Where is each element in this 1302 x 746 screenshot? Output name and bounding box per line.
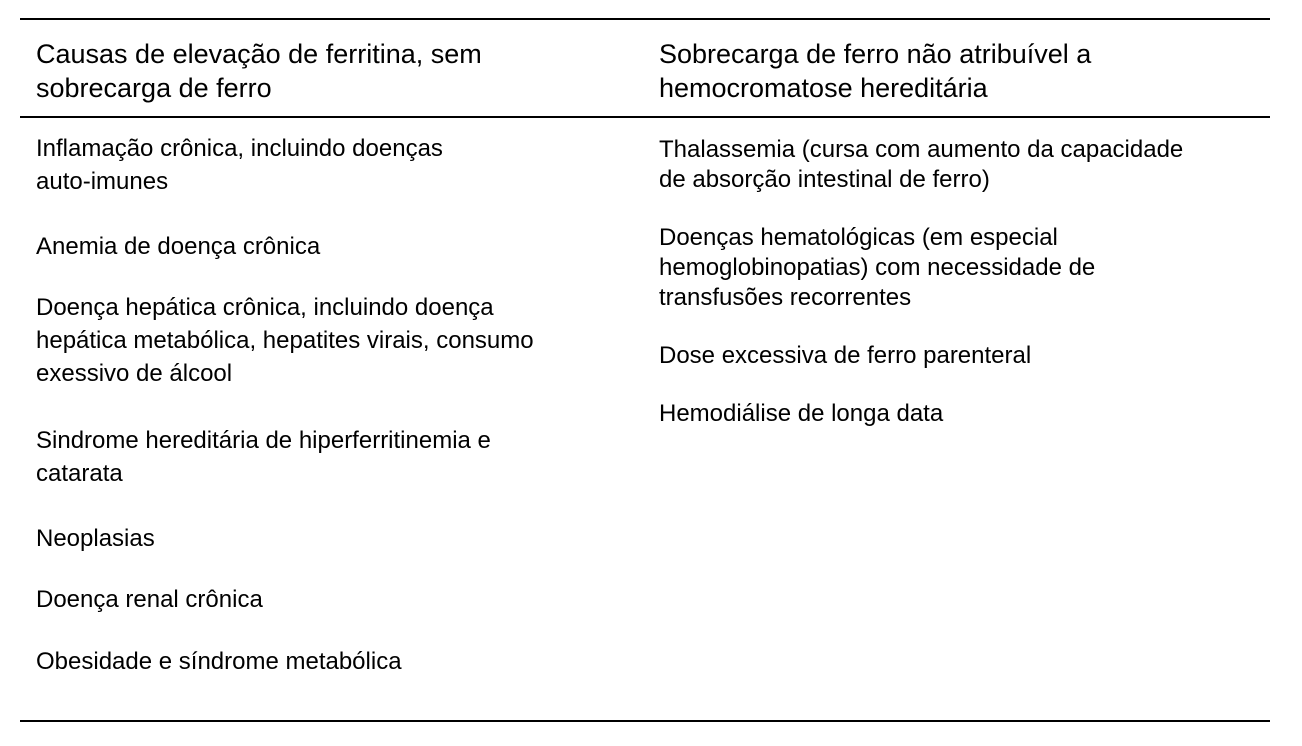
left-item-1: Inflamação crônica, incluindo doenças auto-imunes: [36, 135, 443, 195]
left-item-3: Doença hepática crônica, incluindo doença hepática metabólica, hepatites virais, consumo exessivo de álcool: [36, 294, 534, 387]
header-left: [36, 37, 626, 105]
right-item-4: Hemodiálise de longa data: [659, 400, 944, 427]
right-item-2: Doenças hematológicas (em especial hemoglobinopatias) com necessidade de transfusões recorrentes: [659, 224, 1096, 311]
header-right: [659, 37, 1259, 105]
table-top-rule: [20, 18, 1270, 20]
header-left-line-1: Causas de elevação de ferritina, sem: [36, 39, 482, 69]
header-left-line-2: sobrecarga de ferro: [36, 73, 272, 103]
header-right-line-2: hemocromatose hereditária: [659, 73, 988, 103]
right-item-3: Dose excessiva de ferro parenteral: [659, 342, 1032, 369]
header-right-line-1: Sobrecarga de ferro não atribuível a: [659, 39, 1092, 69]
left-item-7: Obesidade e síndrome metabólica: [36, 648, 402, 675]
left-item-5: Neoplasias: [36, 525, 155, 552]
left-item-2: Anemia de doença crônica: [36, 233, 321, 260]
right-item-1: Thalassemia (cursa com aumento da capacidade de absorção intestinal de ferro): [659, 136, 1184, 193]
header-rule: [20, 116, 1270, 118]
left-item-6: Doença renal crônica: [36, 586, 263, 613]
table-bottom-rule: [20, 720, 1270, 722]
left-item-4: Sindrome hereditária de hiperferritinemia e catarata: [36, 427, 491, 487]
